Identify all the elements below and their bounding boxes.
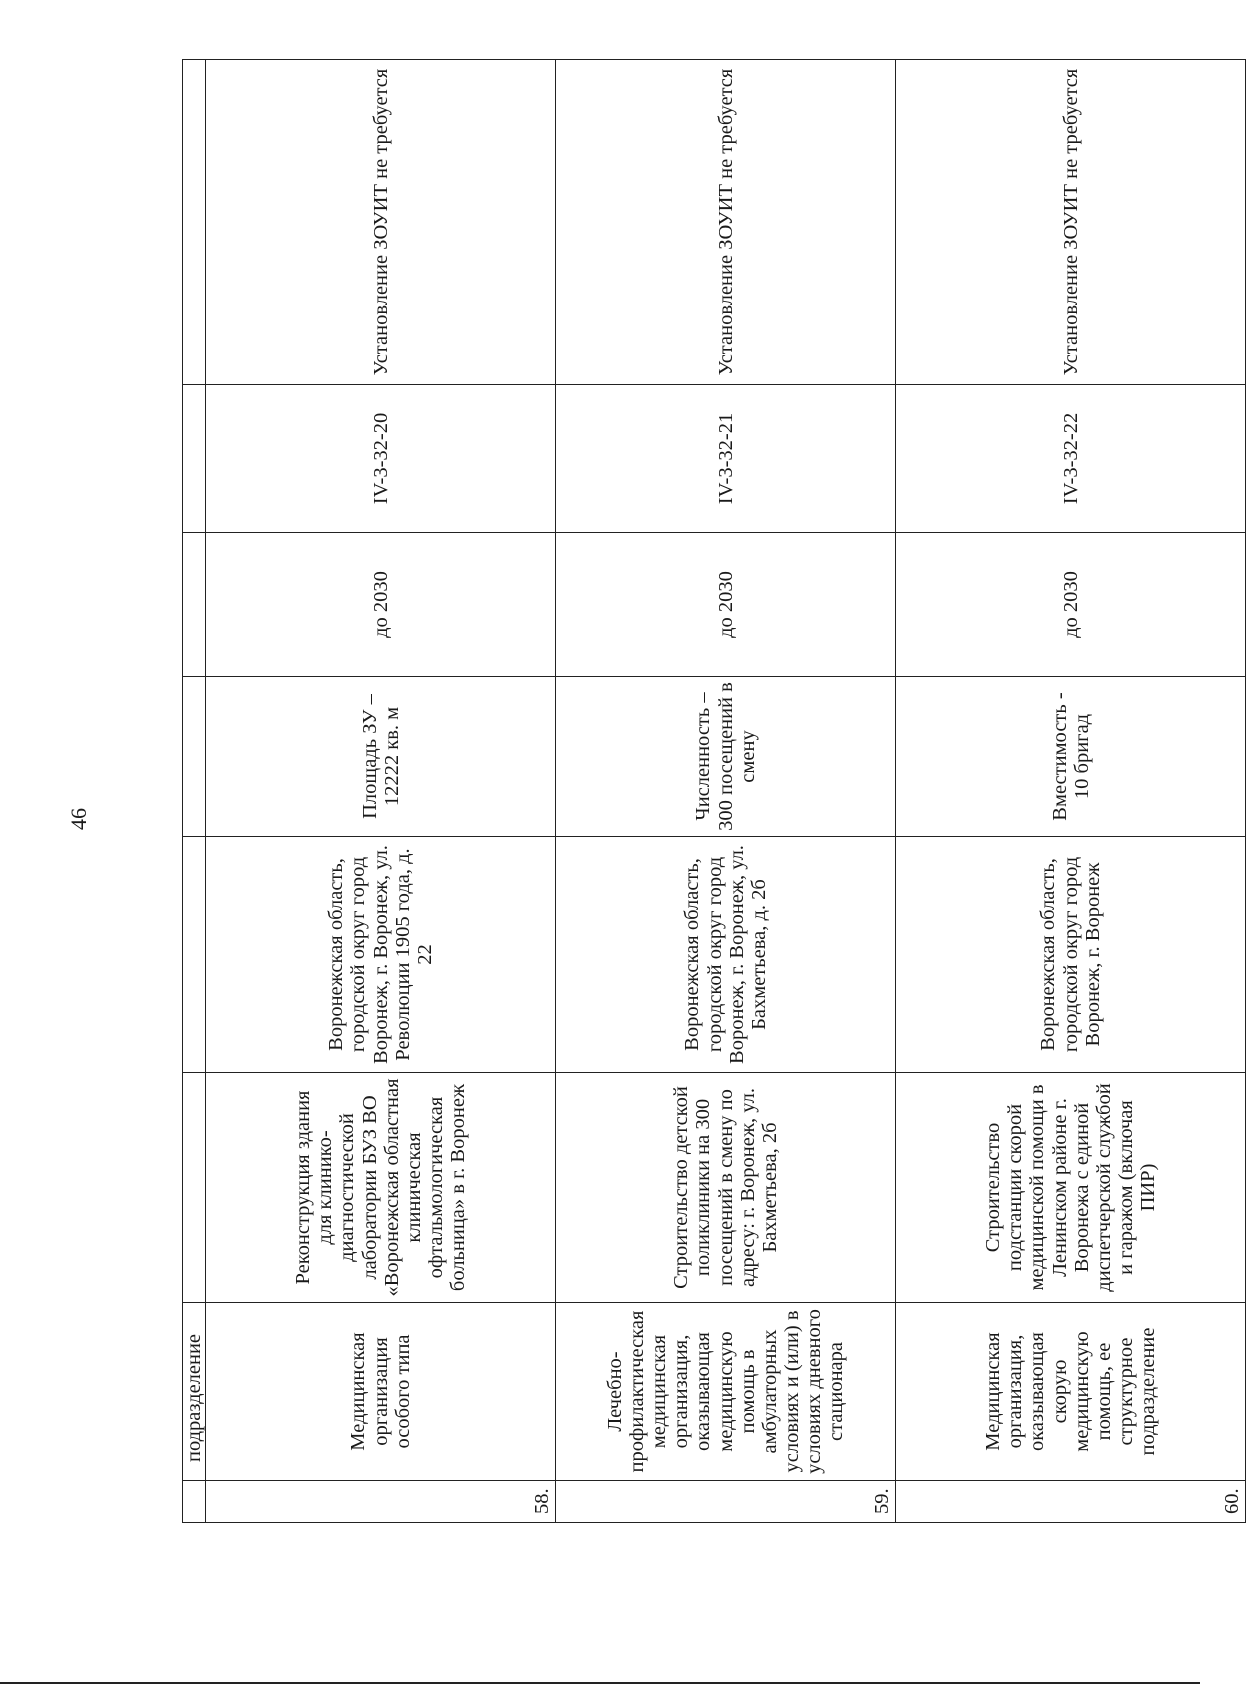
object-name: Реконструкция здания для клинико-диагностической лаборатории БУЗ ВО «Воронежская областная клиническая офтальмологическая больница» в г. Воронеж	[206, 1073, 556, 1303]
row-number: 59.	[556, 1481, 896, 1523]
page-number: 46	[66, 808, 91, 830]
object-parameters: Численность – 300 посещений в смену	[556, 677, 896, 837]
bottom-rule	[0, 1682, 1200, 1684]
object-term: до 2030	[206, 533, 556, 677]
object-code: IV-3-32-22	[896, 385, 1246, 533]
object-code: IV-3-32-20	[206, 385, 556, 533]
object-code: IV-3-32-21	[556, 385, 896, 533]
rotated-table-container	[182, 60, 1242, 1523]
header-cell-code	[183, 385, 206, 533]
table-row	[206, 60, 556, 1523]
object-parameters: Площадь ЗУ – 12222 кв. м	[206, 677, 556, 837]
object-name: Строительство детской поликлиники на 300 посещений в смену по адресу: г. Воронеж, ул. Бахметьева, 2б	[556, 1073, 896, 1303]
header-cell-location	[183, 837, 206, 1073]
object-type: Медицинская организация, оказывающая скорую медицинскую помощь, ее структурное подразделение	[896, 1303, 1246, 1481]
object-term: до 2030	[896, 533, 1246, 677]
object-location: Воронежская область, городской округ город Воронеж, г. Воронеж, ул. Революции 1905 года, д. 22	[206, 837, 556, 1073]
object-zouit: Установление ЗОУИТ не требуется	[896, 60, 1246, 385]
header-cell-term	[183, 533, 206, 677]
header-cell-num	[183, 1481, 206, 1523]
object-term: до 2030	[556, 533, 896, 677]
header-cell-parameters	[183, 677, 206, 837]
continuation-header-row	[183, 60, 206, 1523]
header-cell-type: подразделение	[183, 1303, 206, 1481]
object-type: Медицинская организация особого типа	[206, 1303, 556, 1481]
object-location: Воронежская область, городской округ город Воронеж, г. Воронеж	[896, 837, 1246, 1073]
row-number: 60.	[896, 1481, 1246, 1523]
table-row	[556, 60, 896, 1523]
objects-table	[182, 59, 1246, 1523]
object-parameters: Вместимость - 10 бригад	[896, 677, 1246, 837]
object-name: Строительство подстанции скорой медицинской помощи в Ленинском районе г. Воронежа с единой диспетчерской службой и гаражом (включая ПИР)	[896, 1073, 1246, 1303]
object-zouit: Установление ЗОУИТ не требуется	[556, 60, 896, 385]
header-cell-name	[183, 1073, 206, 1303]
row-number: 58.	[206, 1481, 556, 1523]
table-row	[896, 60, 1246, 1523]
object-zouit: Установление ЗОУИТ не требуется	[206, 60, 556, 385]
header-cell-zouit	[183, 60, 206, 385]
object-location: Воронежская область, городской округ город Воронеж, г. Воронеж, ул. Бахметьева, д. 2б	[556, 837, 896, 1073]
object-type: Лечебно-профилактическая медицинская организация, оказывающая медицинскую помощь в амбулаторных условиях и (или) в условиях дневного стационара	[556, 1303, 896, 1481]
